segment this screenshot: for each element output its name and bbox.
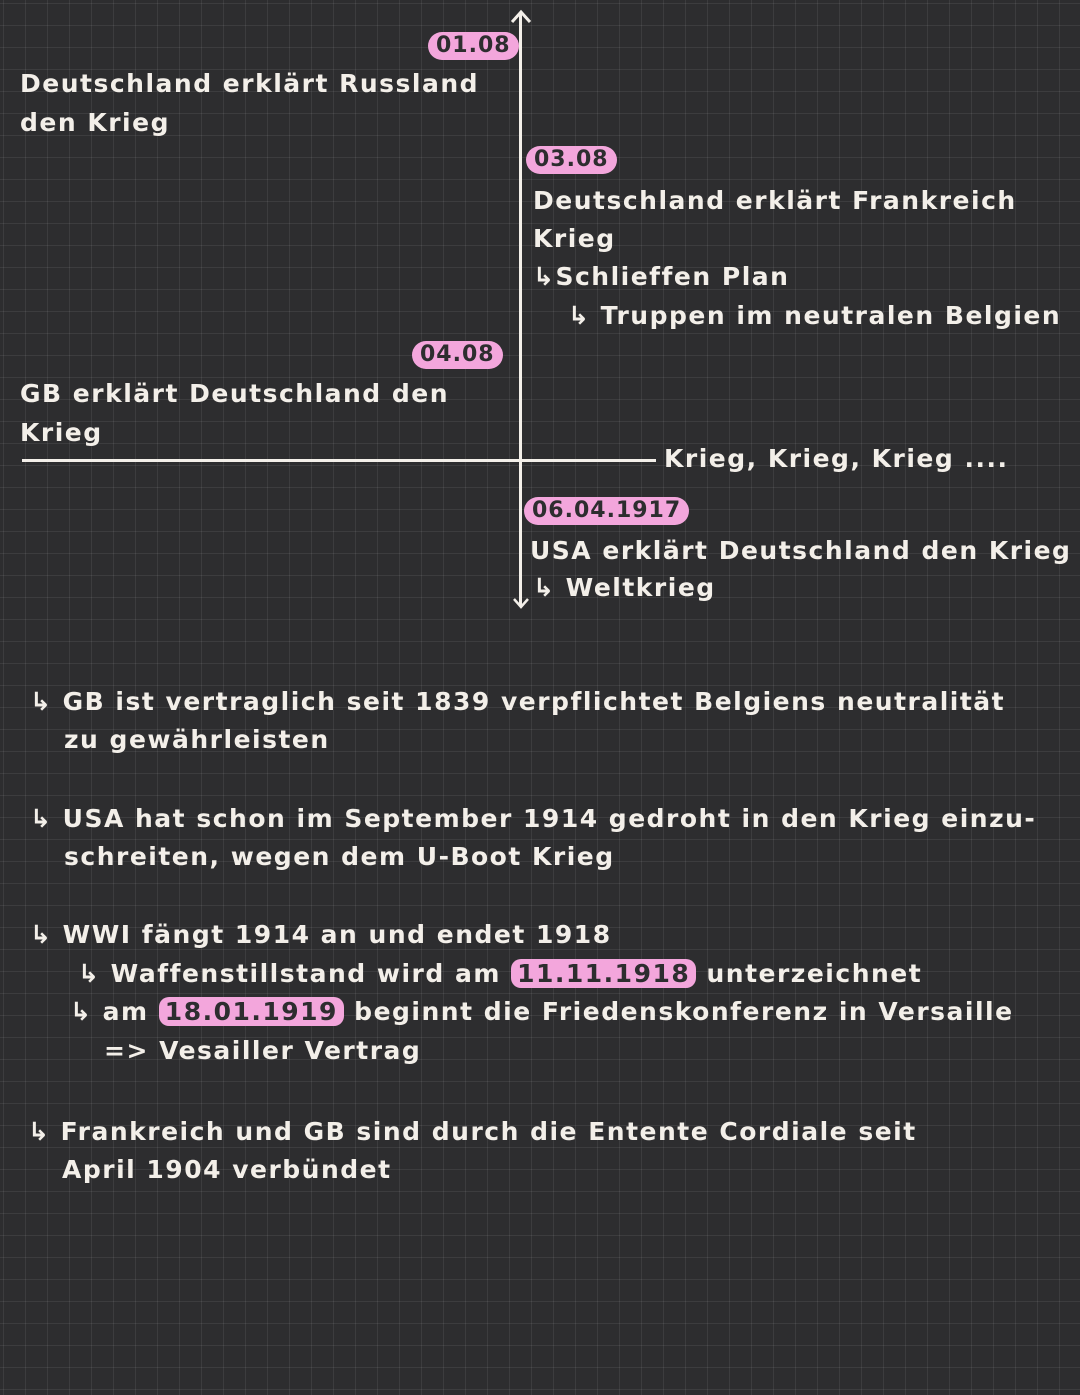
note-subline: => Vesailler Vertrag xyxy=(104,1036,422,1065)
note-line: April 1904 verbündet xyxy=(62,1155,392,1184)
note-text: ↳ Waffenstillstand wird am xyxy=(78,959,501,988)
vertical-axis xyxy=(519,14,522,606)
note-line: ↳ GB ist vertraglich seit 1839 verpflichtet Belgiens neutralität xyxy=(30,687,1006,716)
note-line: zu gewährleisten xyxy=(64,725,330,754)
note-line: ↳ USA hat schon im September 1914 gedroht in den Krieg einzu- xyxy=(30,804,1037,833)
note-text: unterzeichnet xyxy=(706,959,923,988)
event-text: Krieg xyxy=(20,418,103,447)
event-text: Deutschland erklärt Frankreich xyxy=(533,186,1017,215)
note-line: ↳ WWI fängt 1914 an und endet 1918 xyxy=(30,920,612,949)
note-subline xyxy=(78,955,922,993)
event-subpoint: ↳ Truppen im neutralen Belgien xyxy=(568,301,1062,330)
date-highlight: 18.01.1919 xyxy=(159,997,344,1026)
horizontal-axis xyxy=(22,459,656,462)
event-subpoint: ↳ Weltkrieg xyxy=(533,573,716,602)
note-subline xyxy=(70,993,1014,1031)
event-text: Krieg xyxy=(533,224,616,253)
event-text: USA erklärt Deutschland den Krieg xyxy=(530,536,1072,565)
date-badge-0108: 01.08 xyxy=(428,32,519,60)
date-badge-0408: 04.08 xyxy=(412,341,503,369)
date-badge-06041917: 06.04.1917 xyxy=(524,497,689,525)
date-badge-0308: 03.08 xyxy=(526,146,617,174)
event-subpoint: ↳Schlieffen Plan xyxy=(533,262,790,291)
axis-label: Krieg, Krieg, Krieg .... xyxy=(664,444,1009,473)
note-text: beginnt die Friedenskonferenz in Versaille xyxy=(354,997,1014,1026)
event-text: Deutschland erklärt Russland xyxy=(20,69,480,98)
note-line: ↳ Frankreich und GB sind durch die Entente Cordiale seit xyxy=(28,1117,917,1146)
event-text: den Krieg xyxy=(20,108,170,137)
event-text: GB erklärt Deutschland den xyxy=(20,379,450,408)
date-highlight: 11.11.1918 xyxy=(511,959,696,988)
arrow-up-icon xyxy=(509,8,533,24)
arrow-down-icon xyxy=(511,596,531,610)
note-line: schreiten, wegen dem U-Boot Krieg xyxy=(64,842,615,871)
note-text: ↳ am xyxy=(70,997,149,1026)
